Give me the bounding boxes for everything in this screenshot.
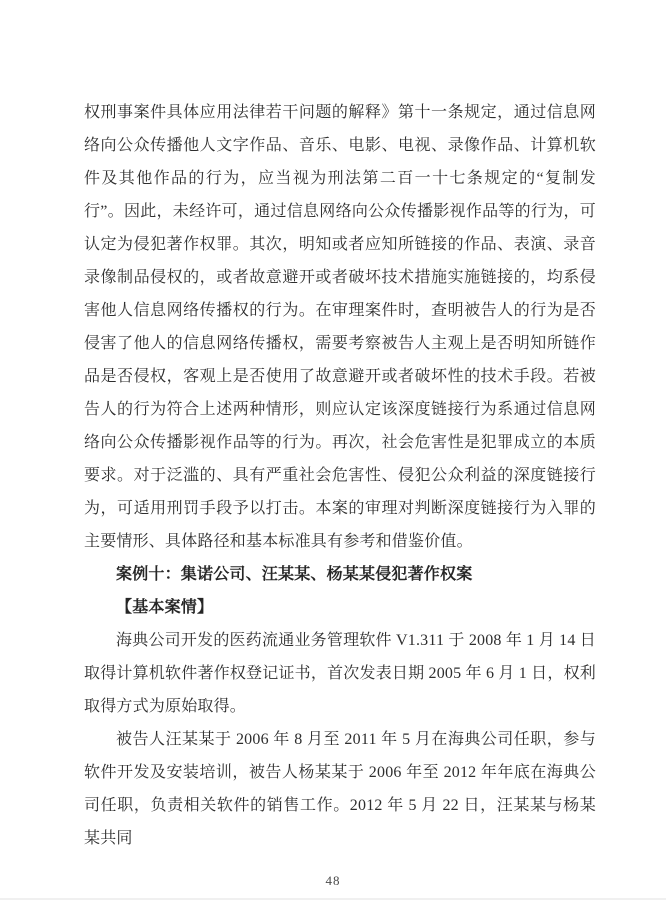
text-column	[84, 96, 596, 855]
paragraph-software-copyright: 海典公司开发的医药流通业务管理软件 V1.311 于 2008 年 1 月 14 日取得计算机软件著作权登记证书，首次发表日期 2005 年 6 月 1 日，权利取得方式为原始取得。	[84, 632, 596, 715]
paragraph-deep-linking-analysis: 权刑事案件具体应用法律若干问题的解释》第十一条规定，通过信息网络向公众传播他人文字作品、音乐、电影、电视、录像作品、计算机软件及其他作品的行为，应当视为刑法第二百一十七条规定的“复制发行”。因此，未经许可，通过信息网络向公众传播影视作品等的行为，可认定为侵犯著作权罪。其次，明知或者应知所链接的作品、表演、录音录像制品侵权的，或者故意避开或者破坏技术措施实施链接的，均系侵害他人信息网络传播权的行为。在审理案件时，查明被告人的行为是否侵害了他人的信息网络传播权，需要考察被告人主观上是否明知所链作品是否侵权，客观上是否使用了故意避开或者破坏性的技术手段。若被告人的行为符合上述两种情形，则应认定该深度链接行为系通过信息网络向公众传播影视作品等的行为。再次，社会危害性是犯罪成立的本质要求。对于泛滥的、具有严重社会危害性、侵犯公众利益的深度链接行为，可适用刑罚手段予以打击。本案的审理对判断深度链接行为入罪的主要情形、具体路径和基本标准具有参考和借鉴价值。	[84, 104, 596, 550]
page-number: 48	[325, 873, 341, 888]
basic-facts-heading: 【基本案情】	[116, 599, 214, 616]
case-ten-heading: 案例十：集诺公司、汪某某、杨某某侵犯著作权案	[116, 566, 473, 583]
paragraph-defendants: 被告人汪某某于 2006 年 8 月至 2011 年 5 月在海典公司任职，参与软件开发及安装培训，被告人杨某某于 2006 年至 2012 年年底在海典公司任职，负责相关软件的销售工作。2012 年 5 月 22 日，汪某某与杨某某共同	[84, 731, 596, 847]
